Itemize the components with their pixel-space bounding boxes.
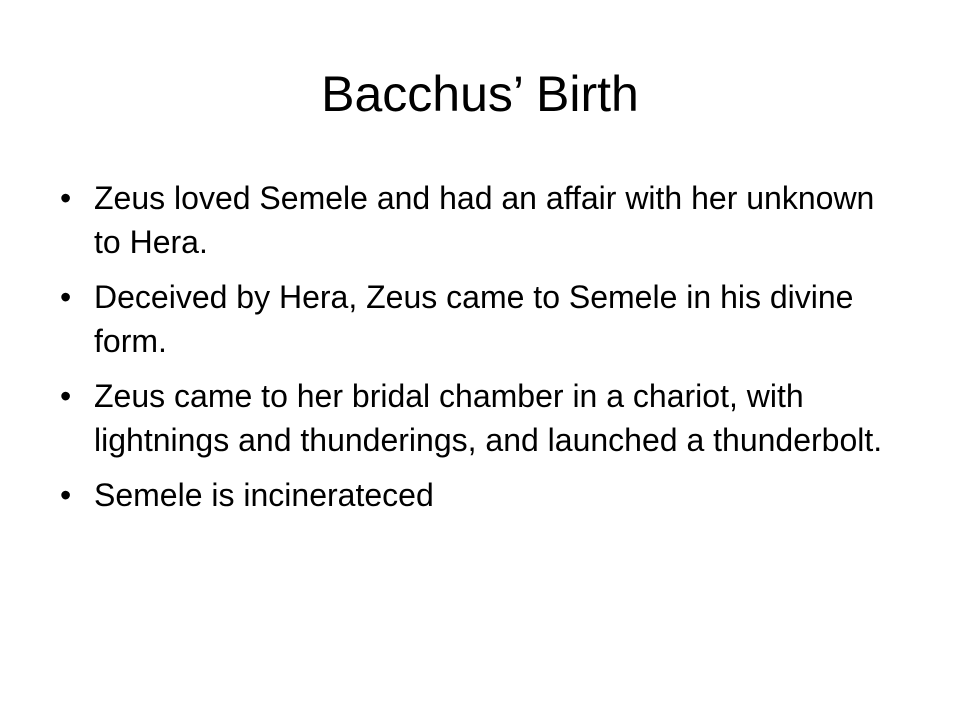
bullet-text: Semele is incinerateced [94,477,434,513]
bullet-text: Zeus came to her bridal chamber in a chariot, with lightnings and thunderings, and launched a thunderbolt. [94,378,883,458]
bullet-item [60,374,900,462]
bullet-text: Zeus loved Semele and had an affair with her unknown to Hera. [94,180,875,260]
bullet-text: Deceived by Hera, Zeus came to Semele in his divine form. [94,279,854,359]
slide-title: Bacchus’ Birth [321,66,639,122]
bullet-list [60,176,900,528]
bullet-item [60,176,900,264]
bullet-icon: • [60,180,72,216]
bullet-item [60,275,900,363]
bullet-icon: • [60,279,72,315]
bullet-icon: • [60,477,72,513]
bullet-icon: • [60,378,72,414]
bullet-item [60,473,900,517]
